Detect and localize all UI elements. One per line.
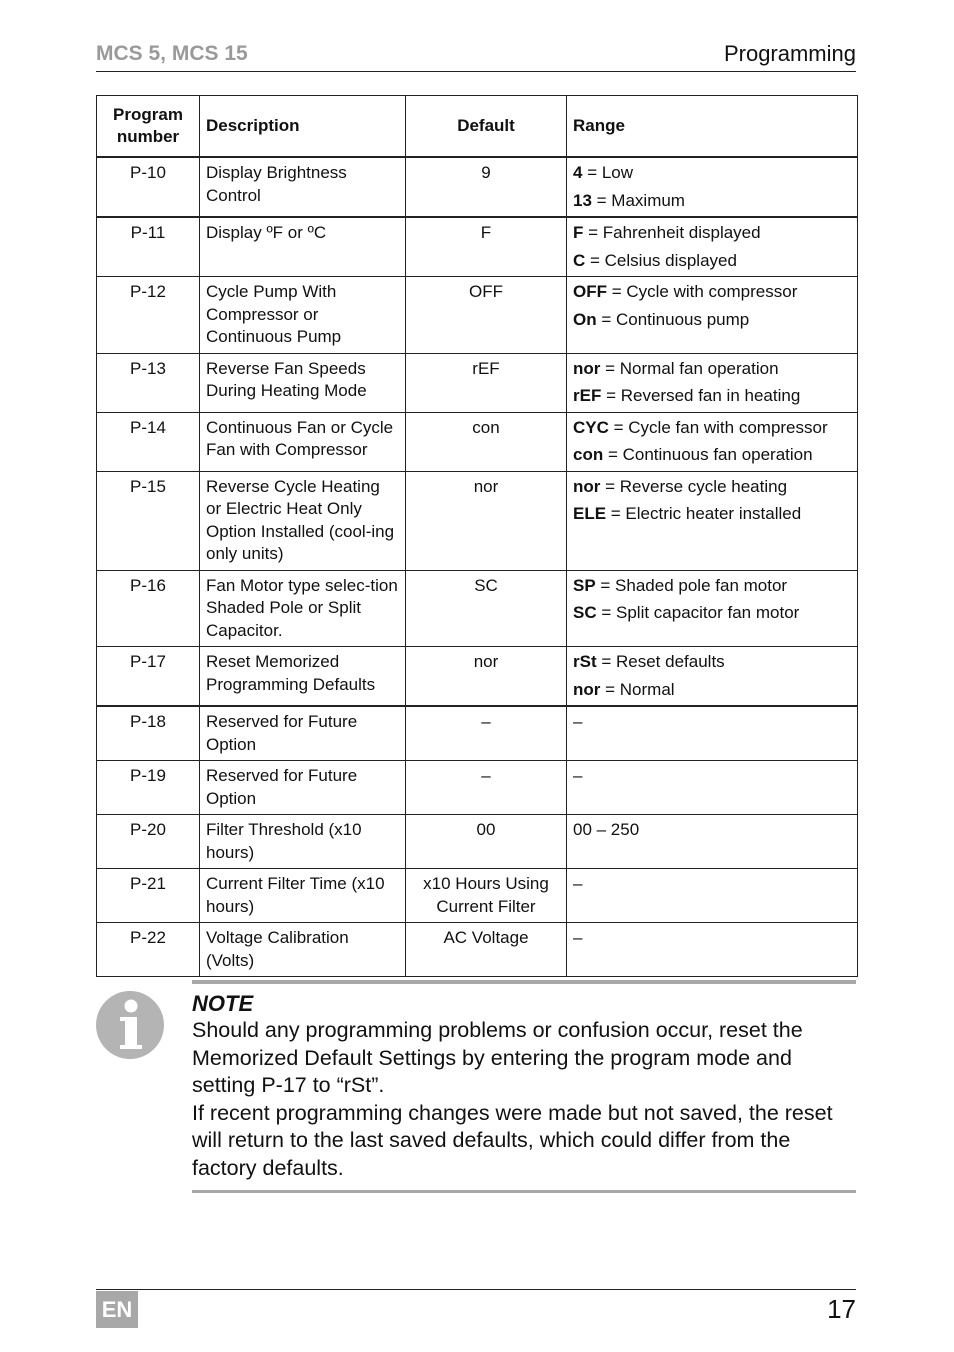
cell-default: nor bbox=[406, 471, 567, 570]
cell-description: Continuous Fan or Cycle Fan with Compressor bbox=[200, 412, 406, 471]
cell-range bbox=[567, 815, 858, 869]
cell-range bbox=[567, 570, 858, 647]
cell-range bbox=[567, 471, 858, 570]
cell-program-number: P-15 bbox=[97, 471, 200, 570]
range-option bbox=[573, 503, 851, 526]
cell-range bbox=[567, 157, 858, 217]
range-option-code: rSt bbox=[573, 652, 597, 671]
cell-range bbox=[567, 412, 858, 471]
cell-description: Reserved for Future Option bbox=[200, 761, 406, 815]
cell-description: Reserved for Future Option bbox=[200, 706, 406, 761]
range-option bbox=[573, 222, 851, 245]
cell-program-number: P-20 bbox=[97, 815, 200, 869]
cell-default: con bbox=[406, 412, 567, 471]
range-option-code: On bbox=[573, 309, 597, 329]
range-option-meaning: = Fahrenheit displayed bbox=[583, 223, 761, 242]
cell-default: – bbox=[406, 706, 567, 761]
column-header-range: Range bbox=[567, 96, 858, 158]
table-header-row bbox=[97, 96, 858, 158]
cell-default: x10 Hours Using Current Filter bbox=[406, 869, 567, 923]
cell-program-number: P-17 bbox=[97, 647, 200, 707]
range-option bbox=[573, 711, 851, 734]
cell-default: rEF bbox=[406, 353, 567, 412]
note-bottom-divider bbox=[192, 1190, 856, 1193]
table-row bbox=[97, 157, 858, 217]
range-option-meaning: = Electric heater installed bbox=[606, 504, 802, 523]
cell-program-number: P-13 bbox=[97, 353, 200, 412]
cell-range bbox=[567, 923, 858, 977]
cell-range bbox=[567, 706, 858, 761]
cell-description: Reverse Cycle Heating or Electric Heat Only Option Installed (cool-ing only units) bbox=[200, 471, 406, 570]
cell-range bbox=[567, 353, 858, 412]
table-row bbox=[97, 815, 858, 869]
table-body bbox=[97, 157, 858, 977]
cell-range bbox=[567, 647, 858, 707]
cell-program-number: P-21 bbox=[97, 869, 200, 923]
section-title: Programming bbox=[723, 41, 856, 66]
range-option-meaning: – bbox=[573, 874, 583, 893]
page-number: 17 bbox=[827, 1294, 856, 1324]
range-option bbox=[573, 765, 851, 788]
cell-description: Fan Motor type selec-tion Shaded Pole or Split Capacitor. bbox=[200, 570, 406, 647]
table-row bbox=[97, 217, 858, 277]
cell-range bbox=[567, 217, 858, 277]
range-option-code: ELE bbox=[573, 504, 607, 523]
cell-program-number: P-12 bbox=[97, 277, 200, 354]
range-option bbox=[573, 250, 851, 273]
range-option bbox=[573, 358, 851, 381]
cell-description: Reverse Fan Speeds During Heating Mode bbox=[200, 353, 406, 412]
note-top-divider bbox=[192, 980, 856, 984]
table-row bbox=[97, 471, 858, 570]
table-row bbox=[97, 869, 858, 923]
cell-range bbox=[567, 761, 858, 815]
range-option-code: C bbox=[573, 250, 586, 270]
cell-description: Display ºF or ºC bbox=[200, 217, 406, 277]
range-option-meaning: = Reset defaults bbox=[596, 652, 725, 671]
cell-description: Reset Memorized Programming Defaults bbox=[200, 647, 406, 707]
cell-default: AC Voltage bbox=[406, 923, 567, 977]
range-option-code: SP bbox=[573, 575, 596, 595]
range-option bbox=[573, 417, 851, 440]
cell-description: Current Filter Time (x10 hours) bbox=[200, 869, 406, 923]
range-option-meaning: = Continuous pump bbox=[596, 309, 750, 329]
range-option-code: 13 bbox=[573, 190, 592, 210]
note-box bbox=[192, 980, 856, 1193]
range-option-meaning: = Normal bbox=[600, 679, 675, 699]
column-header-program-number: Program number bbox=[97, 96, 200, 158]
range-option bbox=[573, 819, 851, 842]
cell-program-number: P-11 bbox=[97, 217, 200, 277]
range-option-code: SC bbox=[573, 603, 597, 622]
range-option-meaning: = Continuous fan operation bbox=[603, 445, 813, 464]
range-option-meaning: = Celsius displayed bbox=[585, 250, 737, 270]
table-row bbox=[97, 353, 858, 412]
document-model-title: MCS 5, MCS 15 bbox=[96, 42, 248, 65]
range-option bbox=[573, 651, 851, 674]
range-option-meaning: = Split capacitor fan motor bbox=[596, 603, 800, 622]
range-option-meaning: – bbox=[573, 766, 583, 785]
cell-program-number: P-18 bbox=[97, 706, 200, 761]
range-option-code: 4 bbox=[573, 163, 583, 182]
cell-description: Voltage Calibration (Volts) bbox=[200, 923, 406, 977]
cell-program-number: P-10 bbox=[97, 157, 200, 217]
cell-default: – bbox=[406, 761, 567, 815]
range-option bbox=[573, 476, 851, 499]
range-option bbox=[573, 385, 851, 408]
range-option-meaning: = Normal fan operation bbox=[600, 358, 779, 378]
cell-default: nor bbox=[406, 647, 567, 707]
cell-default: OFF bbox=[406, 277, 567, 354]
range-option bbox=[573, 162, 851, 185]
range-option-code: nor bbox=[573, 679, 601, 699]
range-option-code: rEF bbox=[573, 386, 602, 405]
range-option-meaning: = Low bbox=[582, 163, 634, 182]
cell-default: SC bbox=[406, 570, 567, 647]
column-header-description: Description bbox=[200, 96, 406, 158]
column-header-default: Default bbox=[406, 96, 567, 158]
range-option-meaning: = Reverse cycle heating bbox=[600, 476, 788, 496]
info-icon bbox=[96, 991, 164, 1059]
range-option bbox=[573, 444, 851, 467]
range-option bbox=[573, 309, 851, 332]
range-option-code: OFF bbox=[573, 282, 607, 301]
table-row bbox=[97, 761, 858, 815]
range-option-meaning: – bbox=[573, 928, 583, 947]
cell-default: F bbox=[406, 217, 567, 277]
range-option bbox=[573, 679, 851, 702]
range-option-meaning: 00 – 250 bbox=[573, 820, 640, 839]
table-row bbox=[97, 277, 858, 354]
table-row bbox=[97, 647, 858, 707]
program-settings-table bbox=[96, 95, 858, 977]
table-row bbox=[97, 923, 858, 977]
cell-default: 9 bbox=[406, 157, 567, 217]
note-paragraph-2: If recent programming changes were made but not saved, the reset will return to the last saved defaults, which could differ from the factory defaults. bbox=[192, 1100, 833, 1180]
note-paragraph-1: Should any programming problems or confusion occur, reset the Memorized Default Settings by entering the program mode and setting P-17 to “rSt”. bbox=[192, 1018, 803, 1097]
cell-program-number: P-22 bbox=[97, 923, 200, 977]
table-row bbox=[97, 706, 858, 761]
range-option-meaning: = Reversed fan in heating bbox=[601, 386, 801, 405]
cell-program-number: P-14 bbox=[97, 412, 200, 471]
note-title: NOTE bbox=[192, 991, 254, 1016]
range-option bbox=[573, 575, 851, 598]
cell-range bbox=[567, 277, 858, 354]
cell-description: Cycle Pump With Compressor or Continuous Pump bbox=[200, 277, 406, 354]
range-option-meaning: = Shaded pole fan motor bbox=[595, 575, 788, 595]
table-row bbox=[97, 570, 858, 647]
range-option bbox=[573, 873, 851, 896]
cell-description: Display Brightness Control bbox=[200, 157, 406, 217]
cell-description: Filter Threshold (x10 hours) bbox=[200, 815, 406, 869]
range-option bbox=[573, 602, 851, 625]
range-option-code: con bbox=[573, 445, 604, 464]
range-option bbox=[573, 281, 851, 304]
cell-default: 00 bbox=[406, 815, 567, 869]
range-option-code: F bbox=[573, 223, 584, 242]
range-option bbox=[573, 190, 851, 213]
language-badge: EN bbox=[96, 1291, 138, 1328]
range-option-meaning: = Cycle with compressor bbox=[607, 282, 798, 301]
range-option bbox=[573, 927, 851, 950]
cell-program-number: P-19 bbox=[97, 761, 200, 815]
range-option-meaning: = Maximum bbox=[591, 190, 685, 210]
range-option-code: CYC bbox=[573, 417, 609, 437]
table-row bbox=[97, 412, 858, 471]
range-option-code: nor bbox=[573, 358, 601, 378]
cell-program-number: P-16 bbox=[97, 570, 200, 647]
range-option-meaning: – bbox=[573, 712, 583, 731]
footer-divider bbox=[96, 1289, 856, 1290]
header-divider bbox=[96, 71, 856, 72]
cell-range bbox=[567, 869, 858, 923]
range-option-code: nor bbox=[573, 476, 601, 496]
range-option-meaning: = Cycle fan with compressor bbox=[608, 417, 828, 437]
